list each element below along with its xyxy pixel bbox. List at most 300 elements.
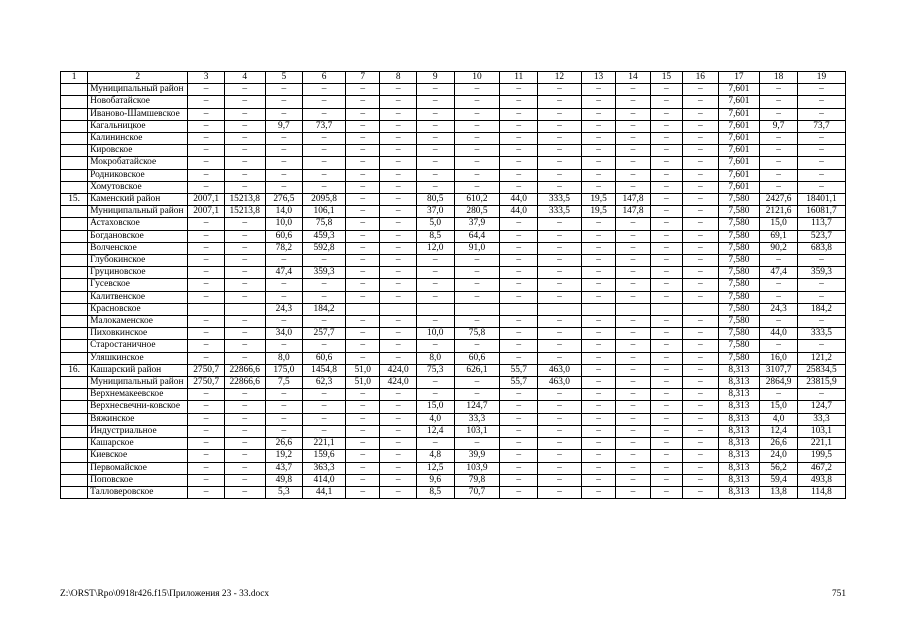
table-cell: – [380,438,417,450]
table-cell: 7,580 [718,218,760,230]
table-cell: – [683,425,718,437]
table-cell: – [416,145,454,157]
table-cell: – [188,340,225,352]
table-cell: – [683,291,718,303]
table-cell: – [797,108,845,120]
table-cell: 159,6 [303,450,346,462]
row-name: Калитвенское [88,291,188,303]
column-number-12: 12 [538,72,582,84]
table-cell: – [683,169,718,181]
table-cell: – [581,84,615,96]
table-cell: – [188,328,225,340]
table-cell: – [303,255,346,267]
table-cell: – [581,377,615,389]
table-cell: 7,580 [718,242,760,254]
table-cell: 8,313 [718,401,760,413]
table-cell: – [683,84,718,96]
table-cell: – [454,133,500,145]
table-cell: – [538,291,582,303]
row-name: Малокаменское [88,316,188,328]
table-cell: – [650,108,682,120]
table-cell: – [581,389,615,401]
table-cell: – [650,267,682,279]
row-number [61,291,88,303]
row-number [61,377,88,389]
table-cell: – [650,425,682,437]
table-row [61,255,846,267]
table-cell: – [345,462,379,474]
table-cell: – [760,316,798,328]
table-cell: – [616,255,650,267]
table-cell: – [265,425,303,437]
table-cell: – [224,450,265,462]
row-number [61,438,88,450]
table-row [61,230,846,242]
table-cell: – [538,474,582,486]
table-cell: 24,3 [760,303,798,315]
table-cell: – [581,181,615,193]
table-cell: – [224,425,265,437]
table-cell: – [345,438,379,450]
table-cell: – [416,84,454,96]
table-cell: – [683,218,718,230]
table-cell: 359,3 [797,267,845,279]
table-cell: – [581,108,615,120]
table-cell: 113,7 [797,218,845,230]
table-cell: – [345,206,379,218]
table-cell: – [650,450,682,462]
row-name: Красновское [88,303,188,315]
table-cell: – [581,352,615,364]
table-cell: – [500,84,538,96]
table-cell: – [265,181,303,193]
table-cell: 175,0 [265,364,303,376]
table-cell: 34,0 [265,328,303,340]
table-cell: – [265,389,303,401]
table-cell: 2750,7 [188,377,225,389]
table-cell: 19,2 [265,450,303,462]
column-number-13: 13 [581,72,615,84]
table-cell: – [345,169,379,181]
row-name: Кашарский район [88,364,188,376]
table-cell: – [500,157,538,169]
table-cell: 8,313 [718,474,760,486]
table-cell: – [416,108,454,120]
row-number [61,84,88,96]
table-cell: – [581,279,615,291]
table-cell: – [454,120,500,132]
table-cell: – [616,145,650,157]
table-cell: – [581,450,615,462]
table-row [61,364,846,376]
table-cell: 33,3 [454,413,500,425]
row-name: Кировское [88,145,188,157]
table-cell: – [265,255,303,267]
table-cell: 10,0 [416,328,454,340]
table-cell: 25834,5 [797,364,845,376]
table-cell: 15,0 [760,401,798,413]
table-row [61,401,846,413]
column-number-8: 8 [380,72,417,84]
row-number [61,230,88,242]
table-cell: – [538,267,582,279]
table-cell: – [650,133,682,145]
table-cell: – [616,316,650,328]
table-cell: – [265,96,303,108]
table-cell: – [345,291,379,303]
table-row [61,316,846,328]
table-cell: 463,0 [538,364,582,376]
table-cell: – [188,425,225,437]
table-cell: – [380,84,417,96]
table-cell: 56,2 [760,462,798,474]
column-number-15: 15 [650,72,682,84]
table-cell: – [538,486,582,498]
table-cell: – [616,486,650,498]
table-cell: 7,601 [718,120,760,132]
table-cell: – [538,450,582,462]
table-cell: – [797,316,845,328]
table-cell: – [581,230,615,242]
row-name: Уляшкинское [88,352,188,364]
table-cell: – [188,450,225,462]
table-cell: 22866,6 [224,364,265,376]
table-cell: – [454,316,500,328]
table-row [61,218,846,230]
row-name: Киевское [88,450,188,462]
table-cell: – [581,218,615,230]
table-cell: – [683,340,718,352]
row-number [61,303,88,315]
row-number [61,96,88,108]
table-cell [454,303,500,315]
table-cell: – [224,145,265,157]
table-cell: 7,601 [718,96,760,108]
table-cell: – [380,328,417,340]
row-number [61,242,88,254]
table-cell: – [538,316,582,328]
table-row [61,133,846,145]
table-cell: 12,4 [760,425,798,437]
table-cell: – [454,438,500,450]
table-row [61,169,846,181]
table-cell: – [581,438,615,450]
table-cell: – [188,218,225,230]
table-cell: 23815,9 [797,377,845,389]
table-cell: 16,0 [760,352,798,364]
table-cell: 39,9 [454,450,500,462]
table-cell: – [616,352,650,364]
table-cell: – [380,242,417,254]
table-cell: – [265,169,303,181]
table-cell: 62,3 [303,377,346,389]
table-cell: – [683,242,718,254]
column-number-11: 11 [500,72,538,84]
table-cell: – [538,84,582,96]
table-cell: – [224,352,265,364]
row-name: Вяжинское [88,413,188,425]
table-cell: – [345,279,379,291]
table-cell [345,303,379,315]
table-cell: – [581,120,615,132]
table-cell: 79,8 [454,474,500,486]
table-cell: – [380,194,417,206]
table-cell: – [760,255,798,267]
table-cell: 7,580 [718,194,760,206]
table-cell: – [380,425,417,437]
table-cell: – [265,279,303,291]
table-cell: 626,1 [454,364,500,376]
table-cell: – [616,84,650,96]
table-cell: – [683,328,718,340]
table-cell: – [345,230,379,242]
table-cell: – [303,340,346,352]
table-cell: – [224,291,265,303]
row-name: Муниципальный район [88,377,188,389]
table-cell: – [224,108,265,120]
table-cell: – [683,145,718,157]
table-cell: 2427,6 [760,194,798,206]
row-number [61,267,88,279]
table-cell: 7,580 [718,303,760,315]
table-cell: – [650,206,682,218]
table-cell: 333,5 [797,328,845,340]
table-cell: – [224,255,265,267]
row-name: Верхнемакеевское [88,389,188,401]
row-name: Новобатайское [88,96,188,108]
table-cell: 44,1 [303,486,346,498]
table-cell: – [380,267,417,279]
table-cell: – [265,291,303,303]
table-cell: 7,601 [718,145,760,157]
table-cell: – [454,169,500,181]
table-cell: – [380,120,417,132]
table-cell: – [303,291,346,303]
table-row [61,291,846,303]
table-cell: – [538,108,582,120]
row-number [61,279,88,291]
table-cell: – [650,157,682,169]
table-cell: 7,580 [718,279,760,291]
row-number [61,389,88,401]
row-number [61,413,88,425]
table-cell: 75,3 [416,364,454,376]
table-cell: – [500,438,538,450]
table-cell: – [303,108,346,120]
table-cell: – [224,181,265,193]
table-cell: 7,580 [718,206,760,218]
table-cell: – [538,340,582,352]
table-cell: – [454,377,500,389]
table-cell: 683,8 [797,242,845,254]
table-cell: 493,8 [797,474,845,486]
table-cell: – [345,340,379,352]
row-number: 15. [61,194,88,206]
table-cell: – [650,462,682,474]
table-cell: – [650,389,682,401]
table-cell: – [581,145,615,157]
table-cell: 124,7 [454,401,500,413]
table-cell: – [683,401,718,413]
table-cell: 8,313 [718,364,760,376]
table-cell: – [265,133,303,145]
table-cell: 4,0 [416,413,454,425]
table-cell: – [224,84,265,96]
row-name: Муниципальный район [88,84,188,96]
table-cell: 124,7 [797,401,845,413]
table-cell: – [797,84,845,96]
table-cell: 2007,1 [188,194,225,206]
table-cell: – [616,267,650,279]
table-cell: 424,0 [380,364,417,376]
table-cell: – [454,340,500,352]
column-number-17: 17 [718,72,760,84]
table-cell: – [538,96,582,108]
table-cell [538,303,582,315]
table-cell: – [416,96,454,108]
table-row [61,145,846,157]
table-cell: 7,601 [718,157,760,169]
table-cell [650,303,682,315]
table-cell: 24,0 [760,450,798,462]
table-cell: – [500,486,538,498]
table-cell: – [224,486,265,498]
column-number-row [61,72,846,84]
table-cell: 13,8 [760,486,798,498]
table-cell: 8,313 [718,462,760,474]
table-cell: – [581,169,615,181]
table-cell: – [581,364,615,376]
row-name: Верхнесвечни-ковское [88,401,188,413]
table-cell: 60,6 [303,352,346,364]
table-cell: – [650,328,682,340]
table-cell: – [616,181,650,193]
table-cell: – [500,96,538,108]
table-cell: – [188,462,225,474]
table-cell: – [345,133,379,145]
table-cell: – [303,157,346,169]
table-cell: – [760,291,798,303]
table-cell: – [650,169,682,181]
table-cell: – [683,364,718,376]
table-cell: – [538,328,582,340]
table-cell: – [797,145,845,157]
table-cell: – [345,157,379,169]
table-cell: 221,1 [303,438,346,450]
table-cell: 7,580 [718,255,760,267]
table-cell: – [760,108,798,120]
table-row [61,389,846,401]
table-cell: – [454,96,500,108]
table-cell: – [616,328,650,340]
row-number [61,133,88,145]
table-cell: – [345,401,379,413]
table-cell: – [345,218,379,230]
column-number-10: 10 [454,72,500,84]
table-cell: 10,0 [265,218,303,230]
table-cell: – [581,157,615,169]
table-cell: 5,0 [416,218,454,230]
row-name: Пиховкинское [88,328,188,340]
table-cell: – [265,84,303,96]
table-cell: – [683,279,718,291]
table-cell: – [650,84,682,96]
table-cell: – [188,169,225,181]
table-cell: – [188,96,225,108]
table-cell: – [760,84,798,96]
table-cell: 4,0 [760,413,798,425]
table-cell: – [616,157,650,169]
table-cell: – [380,133,417,145]
table-cell: 5,3 [265,486,303,498]
row-name: Муниципальный район [88,206,188,218]
table-cell: – [416,120,454,132]
table-cell: – [380,157,417,169]
row-number [61,462,88,474]
table-cell: 363,3 [303,462,346,474]
row-number [61,255,88,267]
table-cell: – [303,425,346,437]
table-cell: 7,580 [718,340,760,352]
table-cell: 8,5 [416,486,454,498]
table-cell: – [224,401,265,413]
table-cell: – [500,291,538,303]
table-cell: – [224,96,265,108]
table-cell: 14,0 [265,206,303,218]
table-cell: – [416,389,454,401]
table-cell: – [416,267,454,279]
table-cell: – [380,255,417,267]
table-cell: 16081,7 [797,206,845,218]
table-cell: – [500,169,538,181]
table-cell: – [616,169,650,181]
table-cell: – [188,389,225,401]
table-cell: – [581,242,615,254]
table-cell: 221,1 [797,438,845,450]
table-cell: 51,0 [345,377,379,389]
table-cell: – [616,291,650,303]
table-cell: – [500,340,538,352]
table-cell: 147,8 [616,194,650,206]
table-cell: – [265,401,303,413]
table-cell: – [303,145,346,157]
table-cell: 49,8 [265,474,303,486]
table-cell: 12,0 [416,242,454,254]
table-cell: – [224,133,265,145]
row-number [61,169,88,181]
table-cell: – [650,486,682,498]
table-cell: – [345,108,379,120]
row-number: 16. [61,364,88,376]
row-number [61,474,88,486]
table-cell: – [650,352,682,364]
table-row [61,108,846,120]
table-cell: – [650,120,682,132]
table-cell: – [581,486,615,498]
table-cell: – [797,169,845,181]
table-cell: – [416,169,454,181]
table-row [61,340,846,352]
table-cell: – [616,120,650,132]
table-cell: – [224,340,265,352]
table-cell: – [380,401,417,413]
table-cell: – [345,145,379,157]
table-cell: – [188,84,225,96]
table-cell: – [224,316,265,328]
table-cell: – [760,279,798,291]
table-cell: – [500,413,538,425]
table-cell: – [500,474,538,486]
